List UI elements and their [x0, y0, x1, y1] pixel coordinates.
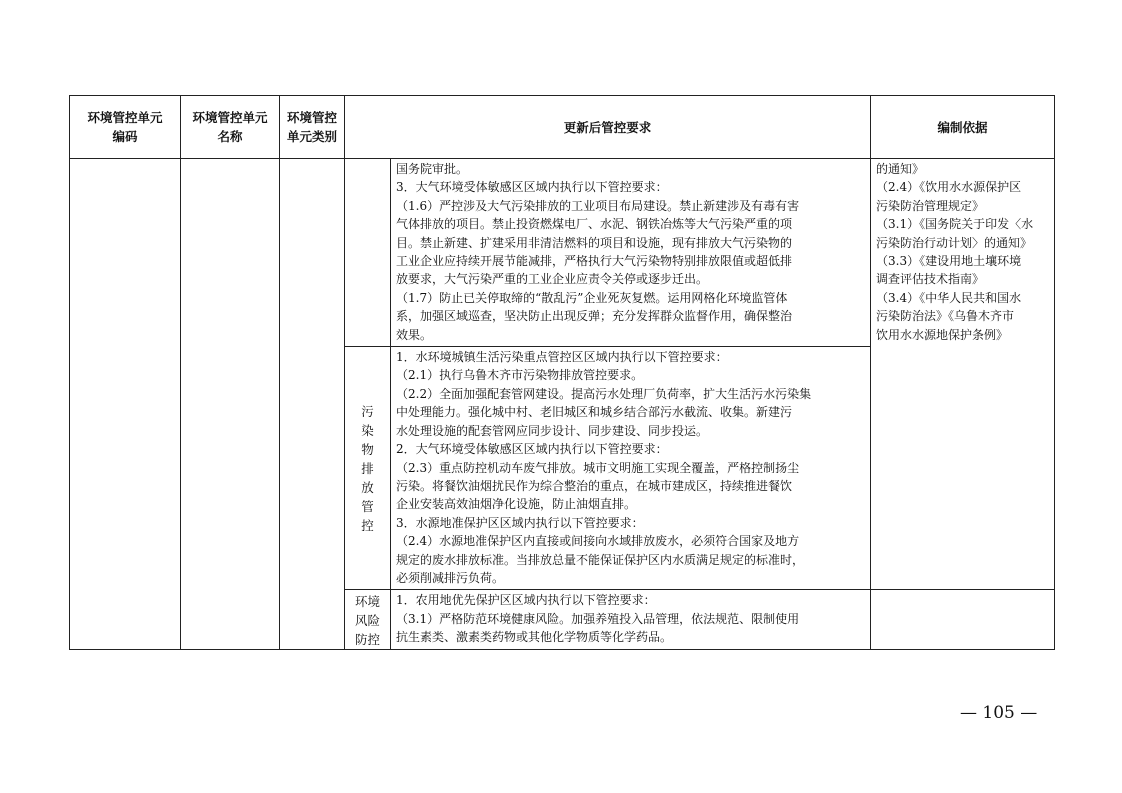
text-line: 气体排放的项目。禁止投资燃煤电厂、水泥、钢铁冶炼等大气污染严重的项 — [396, 217, 793, 232]
text-line: （3.1）《国务院关于印发〈水 — [876, 217, 1034, 232]
requirements-cell-3 — [391, 590, 871, 650]
header-unit-name: 环境管控单元名称 — [181, 96, 280, 159]
category-environmental-risk: 环境风险防控 — [345, 590, 391, 650]
basis-cell — [871, 159, 1055, 590]
text-line: （3.3）《建设用地土壤环境 — [876, 254, 1022, 269]
text-line: 的通知》 — [876, 162, 925, 176]
requirements-cell-1 — [391, 159, 871, 347]
text-line: （1.6）严控涉及大气污染排放的工业项目布局建设。禁止新建涉及有毒有害 — [396, 198, 800, 213]
regulation-table — [69, 95, 1055, 650]
text-line: 规定的废水排放标准。当排放总量不能保证保护区内水质满足规定的标准时， — [396, 552, 805, 567]
text-line: 3．水源地准保护区区域内执行以下管控要求： — [396, 515, 644, 530]
text-line: （1.7）防止已关停取缔的“散乱污”企业死灰复燃。运用网格化环境监管体 — [396, 290, 788, 305]
category-pollution-discharge: 污染物排放管控 — [345, 347, 391, 590]
text-line: 系，加强区域巡查，坚决防止出现反弹；充分发挥群众监督作用，确保整治 — [396, 309, 793, 324]
text-line: 调查评估技术指南》 — [876, 272, 985, 287]
text-line: 1．农用地优先保护区区域内执行以下管控要求： — [396, 593, 656, 608]
unit-name-cell — [181, 159, 280, 650]
text-line: 污染。将餐饮油烟扰民作为综合整治的重点，在城市建成区，持续推进餐饮 — [396, 478, 793, 493]
text-line: （3.1）严格防范环境健康风险。加强养殖投入品管理，依法规范、限制使用 — [396, 611, 800, 626]
header-row — [70, 96, 1055, 159]
text-line: （3.4）《中华人民共和国水 — [876, 290, 1022, 305]
text-line: 污染防治法》《乌鲁木齐市 — [876, 309, 1015, 324]
text-line: 国务院审批。 — [396, 162, 469, 176]
text-line: 放要求，大气污染严重的工业企业应责令关停或逐步迁出。 — [396, 272, 709, 287]
text-line: （2.1）执行乌鲁木齐市污染物排放管控要求。 — [396, 368, 644, 383]
text-line: 污染防治行动计划〉的通知》 — [876, 235, 1033, 250]
text-line: 污染防治管理规定》 — [876, 198, 985, 213]
text-line: 饮用水水源地保护条例》 — [876, 327, 1009, 342]
header-unit-code: 环境管控单元编码 — [70, 96, 181, 159]
unit-category-cell — [280, 159, 345, 650]
text-line: 目。禁止新建、扩建采用非清洁燃料的项目和设施，现有排放大气污染物的 — [396, 235, 793, 250]
text-line: 工业企业应持续开展节能减排，严格执行大气污染物特别排放限值或超低排 — [396, 254, 793, 269]
text-line: 企业安装高效油烟净化设施，防止油烟直排。 — [396, 497, 637, 512]
header-requirements: 更新后管控要求 — [345, 96, 871, 159]
sub-category-cell-empty — [345, 159, 391, 347]
text-line: 抗生素类、激素类药物或其他化学物质等化学药品。 — [396, 630, 673, 645]
basis-cell-empty — [871, 590, 1055, 650]
text-line: （2.4）《饮用水水源保护区 — [876, 180, 1022, 195]
text-line: 效果。 — [396, 327, 433, 342]
page-number: — 105 — — [960, 703, 1038, 723]
text-line: 必须削减排污负荷。 — [396, 570, 505, 585]
unit-code-cell — [70, 159, 181, 650]
text-line: （2.3）重点防控机动车废气排放。城市文明施工实现全覆盖，严格控制扬尘 — [396, 460, 800, 475]
text-line: 3．大气环境受体敏感区区域内执行以下管控要求： — [396, 180, 668, 195]
text-line: 中处理能力。强化城中村、老旧城区和城乡结合部污水截流、收集。新建污 — [396, 405, 793, 420]
text-line: 水处理设施的配套管网应同步设计、同步建设、同步投运。 — [396, 423, 709, 438]
requirements-cell-2 — [391, 347, 871, 590]
text-line: 2．大气环境受体敏感区区域内执行以下管控要求： — [396, 442, 668, 457]
text-line: （2.4）水源地准保护区内直接或间接向水域排放废水，必须符合国家及地方 — [396, 534, 800, 549]
table-row — [70, 159, 1055, 347]
header-basis: 编制依据 — [871, 96, 1055, 159]
text-line: （2.2）全面加强配套管网建设。提高污水处理厂负荷率，扩大生活污水污染集 — [396, 386, 812, 401]
text-line: 1．水环境城镇生活污染重点管控区区域内执行以下管控要求： — [396, 350, 728, 365]
header-unit-category: 环境管控单元类别 — [280, 96, 345, 159]
